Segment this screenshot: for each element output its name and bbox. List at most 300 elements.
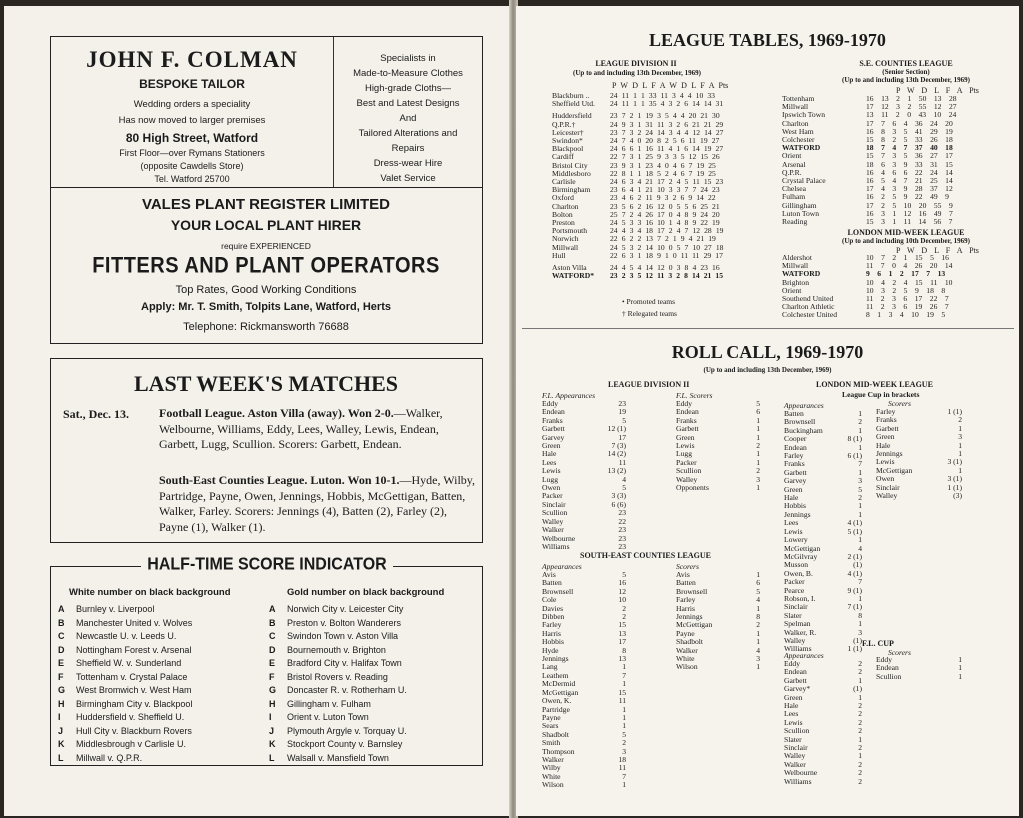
- player-name: Lewis: [542, 466, 561, 476]
- player-name: Shadbolt: [676, 637, 704, 647]
- player-value: 1: [958, 465, 962, 475]
- team-name: Middlesboro: [552, 169, 591, 178]
- player-value: 5: [756, 586, 760, 596]
- player-value: 7 (3): [611, 441, 626, 451]
- halftime-fixture: Middlesbrough v Carlisle U.: [76, 739, 187, 749]
- halftime-row: [269, 671, 481, 685]
- player-value: 1: [858, 675, 862, 685]
- player-name: McGettigan: [784, 543, 821, 553]
- halftime-fixture: Gillingham v. Fulham: [287, 698, 371, 709]
- cup-scorers-list: [876, 656, 962, 681]
- player-name: Scullion: [676, 466, 702, 476]
- halftime-row: [269, 711, 481, 725]
- mid-apps-list: [784, 410, 862, 654]
- player-value: 5 (1): [847, 526, 862, 536]
- team-stats: 17 7 6 4 36 24 20: [866, 118, 953, 128]
- colman-service: Tailored Alterations and: [358, 128, 458, 139]
- team-stats: 25 7 2 4 26 17 0 4 8 9 24 20: [610, 209, 720, 219]
- team-name: Tottenham: [782, 95, 815, 103]
- halftime-letter: C: [269, 631, 276, 641]
- halftime-fixture: Bournemouth v. Brighton: [287, 644, 386, 655]
- player-value: 2: [622, 603, 626, 613]
- player-name: Payne: [542, 712, 561, 722]
- team-name: Oxford: [552, 194, 574, 203]
- player-name: Walker: [542, 754, 564, 764]
- sec-sub2: (Up to and including 13th December, 1969): [842, 76, 970, 84]
- player-value: 5: [622, 415, 626, 425]
- player-value: 11: [618, 696, 626, 706]
- halftime-fixture: Swindon Town v. Aston Villa: [287, 631, 399, 641]
- team-name: Q.P.R.†: [552, 120, 576, 129]
- player-name: McGettigan: [876, 465, 913, 475]
- player-name: Hobbis: [784, 501, 806, 511]
- player-value: 23: [618, 525, 626, 535]
- vales-tel: Telephone: Rickmansworth 76688: [183, 321, 349, 333]
- player-value: 15: [618, 687, 626, 697]
- halftime-row: [269, 657, 481, 671]
- player-value: 2: [858, 776, 862, 786]
- team-stats: 11 2 3 6 19 26 7: [866, 302, 949, 312]
- player-value: 6: [756, 407, 760, 417]
- team-name: Orient: [782, 286, 802, 295]
- player-name: Welbourne: [784, 768, 818, 778]
- player-value: 3 (1): [947, 457, 962, 467]
- halftime-letter: G: [58, 685, 66, 695]
- halftime-row: [58, 617, 270, 631]
- player-name: Owen, K.: [542, 696, 572, 706]
- halftime-letter: G: [269, 685, 277, 695]
- colman-service: Repairs: [391, 143, 425, 154]
- div2-title: LEAGUE DIVISION II: [595, 59, 677, 68]
- halftime-fixture: Birmingham City v. Blackpool: [76, 698, 193, 709]
- team-name: Aldershot: [782, 254, 812, 262]
- halftime-letter: A: [58, 604, 65, 614]
- player-name: Brownsell: [676, 586, 708, 596]
- player-value: 5: [756, 399, 760, 408]
- list-item: [676, 663, 760, 671]
- colman-advert: [50, 36, 483, 188]
- team-name: Bolton: [552, 210, 573, 219]
- list-item: [784, 778, 862, 786]
- player-value: 6 (1): [847, 451, 862, 461]
- team-name: Southend United: [782, 295, 834, 304]
- player-value: 1: [756, 424, 760, 434]
- player-value: 2: [756, 620, 760, 630]
- player-name: Walley: [784, 635, 806, 645]
- colman-service: And: [399, 113, 417, 124]
- player-value: 14 (2): [607, 449, 626, 459]
- player-value: 6: [756, 578, 760, 588]
- player-value: 1: [858, 619, 862, 629]
- team-stats: 23 7 3 2 24 14 3 4 4 12 14 27: [610, 127, 724, 137]
- halftime-row: [269, 698, 481, 712]
- halftime-fixture: Doncaster R. v. Rotherham U.: [287, 685, 407, 695]
- matches-date: Sat., Dec. 13.: [63, 407, 129, 421]
- player-name: Walker: [676, 645, 698, 655]
- sec-scorers-head: Scorers: [676, 562, 699, 571]
- team-stats: 24 4 3 4 18 17 2 4 7 12 28 19: [610, 226, 724, 236]
- player-name: Williams: [784, 644, 812, 654]
- div2-head: P W D L F A W D L F A Pts: [612, 81, 729, 90]
- player-value: 1: [622, 679, 626, 689]
- halftime-row: [269, 603, 481, 617]
- player-value: 1: [958, 663, 962, 673]
- player-value: 1: [622, 721, 626, 731]
- relegated-note: † Relegated teams: [622, 309, 677, 318]
- player-value: 1: [958, 423, 962, 433]
- player-value: (1): [853, 635, 862, 645]
- halftime-fixture: West Bromwich v. West Ham: [76, 685, 192, 695]
- player-value: 2: [958, 415, 962, 425]
- player-name: Jennings: [876, 449, 903, 459]
- match-1: [159, 406, 477, 453]
- player-name: Slater: [784, 610, 802, 620]
- team-name: Sheffield Utd.: [552, 100, 595, 109]
- team-stats: 23 7 2 1 19 3 5 4 4 20 21 30: [610, 111, 720, 121]
- halftime-fixture: Stockport County v. Barnsley: [287, 739, 403, 749]
- player-value: 1: [958, 671, 962, 681]
- table-row: [782, 218, 957, 226]
- team-stats: 16 4 6 6 22 24 14: [866, 167, 953, 177]
- player-value: 1: [858, 442, 862, 452]
- sec-title: S.E. COUNTIES LEAGUE: [859, 59, 953, 68]
- player-value: 1 (1): [847, 644, 862, 654]
- player-name: Walker: [784, 759, 806, 769]
- div2-table: [552, 92, 723, 280]
- player-name: Franks: [784, 459, 805, 469]
- league-title: LEAGUE TABLES, 1969-1970: [649, 30, 886, 50]
- player-name: Davies: [542, 603, 564, 613]
- team-stats: 17 2 5 10 20 55 9: [866, 200, 953, 210]
- player-value: 23: [618, 399, 626, 408]
- player-name: Sinclair: [784, 602, 808, 612]
- halftime-letter: C: [58, 631, 65, 641]
- player-value: 2: [858, 701, 862, 711]
- player-value: 2: [858, 659, 862, 668]
- divider: [522, 328, 1014, 329]
- div2-sub: (Up to and including 13th December, 1969): [573, 69, 701, 77]
- halftime-letter: E: [269, 658, 276, 668]
- halftime-fixture: Millwall v. Q.P.R.: [76, 752, 143, 763]
- player-value: 8: [622, 645, 626, 655]
- team-name: Charlton Athletic: [782, 303, 835, 312]
- player-name: Wilson: [676, 662, 698, 672]
- team-name: Crystal Palace: [782, 177, 826, 186]
- player-value: 1: [622, 780, 626, 790]
- halftime-fixture: Bristol Rovers v. Reading: [287, 671, 388, 682]
- halftime-letter: E: [58, 658, 65, 668]
- player-name: Endean: [542, 407, 565, 417]
- player-name: McDermid: [542, 679, 576, 689]
- player-name: Lewis: [784, 717, 803, 727]
- player-name: Avis: [676, 570, 690, 579]
- mid-scorers-head: Scorers: [888, 399, 911, 408]
- halftime-fixture: Newcastle U. v. Leeds U.: [76, 631, 177, 641]
- halftime-fixture: Sheffield W. v. Sunderland: [76, 658, 182, 668]
- player-name: Scullion: [784, 726, 810, 736]
- halftime-letter: K: [58, 739, 65, 749]
- team-name: Ipswich Town: [782, 111, 825, 120]
- halftime-fixture: Tottenham v. Crystal Palace: [76, 671, 188, 682]
- player-name: Harris: [542, 628, 561, 638]
- halftime-letter: J: [269, 725, 275, 736]
- player-name: Garbett: [542, 424, 565, 434]
- player-value: 2: [858, 717, 862, 727]
- team-name: Arsenal: [782, 160, 806, 169]
- player-value: 1: [756, 415, 760, 425]
- team-stats: 15 8 2 5 33 26 18: [866, 135, 953, 145]
- player-value: 18: [618, 754, 626, 764]
- player-value: 12: [618, 586, 626, 596]
- team-stats: 8 1 3 4 10 19 5: [866, 310, 946, 320]
- team-name: WATFORD: [782, 270, 821, 279]
- player-name: Farley: [676, 595, 696, 605]
- halftime-row: [269, 644, 481, 658]
- player-value: 1: [756, 628, 760, 638]
- halftime-letter: F: [269, 671, 275, 682]
- team-name: Aston Villa: [552, 264, 587, 273]
- team-stats: 18 6 3 9 33 31 15: [866, 159, 953, 169]
- team-name: Birmingham: [552, 186, 591, 195]
- player-value: 23: [618, 508, 626, 518]
- player-name: Farley: [876, 407, 896, 416]
- team-stats: 13 11 2 0 43 10 24: [866, 110, 957, 120]
- halftime-row: [58, 644, 270, 658]
- player-name: Lees: [784, 518, 799, 528]
- colman-services: [335, 37, 481, 186]
- player-name: Cole: [542, 595, 557, 605]
- player-value: 6 (6): [611, 499, 626, 509]
- halftime-row: [58, 752, 270, 766]
- player-name: Eddy: [876, 655, 893, 664]
- player-value: 1: [858, 425, 862, 435]
- halftime-row: [58, 603, 270, 617]
- player-value: 16: [618, 578, 626, 588]
- player-value: 1: [858, 751, 862, 761]
- player-name: Lugg: [542, 474, 559, 484]
- player-value: (3): [953, 491, 962, 501]
- player-name: Leathem: [542, 670, 569, 680]
- player-name: Jennings: [676, 612, 703, 622]
- player-value: 4: [756, 645, 760, 655]
- player-name: Garvey: [542, 432, 565, 442]
- sec-scorers-list: [676, 571, 760, 672]
- vales-apply: Apply: Mr. T. Smith, Tolpits Lane, Watford, Herts: [141, 301, 391, 313]
- player-value: 2: [756, 466, 760, 476]
- player-name: Farley: [784, 451, 804, 461]
- team-stats: 16 8 3 5 41 29 19: [866, 126, 953, 136]
- player-name: Green: [676, 432, 695, 442]
- halftime-row: [269, 630, 481, 644]
- player-value: 1: [756, 457, 760, 467]
- player-value: (1): [853, 560, 862, 570]
- halftime-fixture: Walsall v. Mansfield Town: [287, 752, 389, 763]
- promoted-note: • Promoted teams: [622, 297, 676, 306]
- player-name: Lang: [542, 662, 558, 672]
- halftime-white-list: [58, 603, 270, 765]
- player-name: Garvey*: [784, 684, 811, 694]
- player-name: Owen: [542, 483, 561, 493]
- player-name: Shadbolt: [542, 729, 570, 739]
- player-value: 3: [756, 474, 760, 484]
- team-stats: 23 9 3 1 23 4 0 4 6 7 19 25: [610, 160, 716, 170]
- team-stats: 17 12 3 2 55 12 27: [866, 102, 957, 112]
- team-name: Swindon*: [552, 137, 583, 146]
- player-value: 5: [622, 570, 626, 579]
- halftime-fixture: Orient v. Luton Town: [287, 712, 369, 722]
- halftime-letter: H: [58, 698, 65, 709]
- player-name: Batten: [542, 578, 562, 588]
- halftime-row: [269, 684, 481, 698]
- player-name: McGettigan: [542, 687, 579, 697]
- colman-service: Specialists in: [380, 53, 436, 64]
- player-name: Hyde: [542, 645, 559, 655]
- halftime-row: [269, 725, 481, 739]
- player-value: 19: [618, 407, 626, 417]
- halftime-letter: L: [58, 752, 64, 763]
- player-name: Endean: [784, 442, 807, 452]
- player-value: 7: [622, 670, 626, 680]
- player-value: 1 (1): [947, 482, 962, 492]
- player-name: Green: [876, 432, 895, 442]
- match-1-text: —Walker, Welbourne, Williams, Eddy, Lees, Walley, Lewis, Endean, Garbett, Lugg, Scullion. Scorers: Garbett, Endean.: [159, 406, 443, 451]
- player-name: Brownsell: [784, 417, 816, 427]
- player-name: Sinclair: [784, 743, 808, 753]
- halftime-title: HALF-TIME SCORE INDICATOR: [141, 555, 393, 575]
- player-name: Packer: [784, 577, 805, 587]
- fl-apps-list: [542, 400, 626, 551]
- table-row: [782, 311, 952, 319]
- player-value: 2: [858, 493, 862, 503]
- team-name: Cardiff: [552, 153, 574, 162]
- player-value: 2: [858, 759, 862, 769]
- player-value: 1: [622, 712, 626, 722]
- player-value: 3 (3): [611, 491, 626, 501]
- player-name: Scullion: [876, 671, 902, 681]
- team-name: Orient: [782, 152, 802, 161]
- player-name: Brownsell: [542, 586, 574, 596]
- player-value: 5: [858, 484, 862, 494]
- player-name: Lewis: [876, 457, 895, 467]
- player-name: Eddy: [542, 399, 559, 408]
- team-stats: 24 11 1 1 35 4 3 2 6 14 14 31: [610, 99, 724, 109]
- halftime-row: [58, 657, 270, 671]
- team-stats: 15 7 3 5 36 27 17: [866, 151, 953, 161]
- player-name: Endean: [876, 663, 899, 673]
- team-name: Leicester†: [552, 128, 584, 137]
- table-row: [552, 100, 723, 108]
- player-value: 2: [858, 709, 862, 719]
- roll-mid-sub: League Cup in brackets: [842, 390, 920, 399]
- player-value: 2: [858, 768, 862, 778]
- player-name: Jennings: [784, 509, 811, 519]
- player-value: 1: [958, 440, 962, 450]
- player-value: 11: [618, 457, 626, 467]
- halftime-letter: D: [269, 644, 276, 655]
- colman-line2: Has now moved to larger premises: [118, 115, 266, 126]
- player-value: 7: [858, 459, 862, 469]
- team-stats: 24 9 3 1 31 11 3 2 6 21 21 29: [610, 119, 724, 129]
- player-name: Pearce: [784, 585, 805, 595]
- player-name: Lewis: [784, 526, 803, 536]
- player-value: 7: [858, 577, 862, 587]
- mid-title: LONDON MID-WEEK LEAGUE: [847, 228, 965, 237]
- sec-table: [782, 95, 957, 226]
- team-name: Brighton: [782, 278, 810, 287]
- team-name: Chelsea: [782, 185, 807, 194]
- player-value: 2: [756, 441, 760, 451]
- player-value: 22: [618, 516, 626, 526]
- halftime-letter: D: [58, 644, 65, 655]
- sec-apps-head: Appearances: [542, 562, 582, 571]
- player-name: Eddy: [676, 399, 693, 408]
- player-value: 10: [618, 595, 626, 605]
- player-name: Endean: [784, 667, 807, 677]
- team-name: Norwich: [552, 235, 579, 244]
- player-name: Walker, R.: [784, 627, 817, 637]
- player-value: 23: [618, 533, 626, 543]
- player-name: Green: [784, 484, 803, 494]
- player-value: 1: [958, 655, 962, 664]
- team-name: Gillingham: [782, 201, 817, 210]
- halftime-fixture: Hull City v. Blackburn Rovers: [76, 725, 192, 736]
- team-name: Fulham: [782, 193, 806, 202]
- cup-apps-head: Appearances: [784, 651, 824, 660]
- player-name: McGilvray: [784, 551, 818, 561]
- player-value: 3: [858, 627, 862, 637]
- team-stats: 16 13 2 1 50 13 28: [866, 94, 957, 103]
- team-name: Charlton: [782, 119, 809, 128]
- player-name: Smith: [542, 738, 561, 748]
- colman-service: High-grade Cloths—: [364, 83, 452, 94]
- team-stats: 18 7 4 7 37 40 18: [866, 143, 953, 153]
- colman-service: Dress-wear Hire: [373, 158, 443, 169]
- player-value: 1: [756, 637, 760, 647]
- team-name: Huddersfield: [552, 112, 592, 121]
- halftime-fixture: Burnley v. Liverpool: [76, 604, 155, 614]
- player-value: 4: [756, 595, 760, 605]
- player-name: Lowery: [784, 535, 808, 545]
- halftime-row: [269, 738, 481, 752]
- player-name: Packer: [542, 491, 563, 501]
- player-name: White: [676, 654, 695, 664]
- halftime-fixture: Manchester United v. Wolves: [76, 617, 193, 628]
- vales-title: VALES PLANT REGISTER LIMITED: [141, 196, 391, 213]
- player-name: Williams: [542, 541, 570, 551]
- team-stats: 24 11 1 1 33 11 3 4 4 10 33: [610, 91, 715, 100]
- halftime-row: [58, 684, 270, 698]
- sec-sub1: (Senior Section): [882, 68, 930, 76]
- player-value: 4: [858, 543, 862, 553]
- fl-scorers-head: F.L. Scorers: [676, 391, 713, 400]
- colman-tel: Tel. Watford 25700: [154, 174, 230, 184]
- player-name: Hobbis: [542, 637, 564, 647]
- team-stats: 23 4 6 2 11 9 3 2 6 9 14 22: [610, 193, 716, 203]
- player-value: 7 (1): [847, 602, 862, 612]
- player-value: 13 (2): [607, 466, 626, 476]
- player-value: 9 (1): [847, 585, 862, 595]
- player-name: Slater: [784, 734, 802, 744]
- player-name: Cooper: [784, 434, 807, 444]
- halftime-letter: B: [269, 617, 276, 628]
- player-name: Green: [542, 441, 561, 451]
- team-name: Q.P.R.: [782, 168, 802, 177]
- table-row: [552, 252, 723, 260]
- halftime-gold-list: [269, 603, 481, 765]
- player-name: Owen, B.: [784, 568, 813, 578]
- colman-trade: BESPOKE TAILOR: [139, 77, 245, 91]
- team-name: Millwall: [552, 243, 579, 252]
